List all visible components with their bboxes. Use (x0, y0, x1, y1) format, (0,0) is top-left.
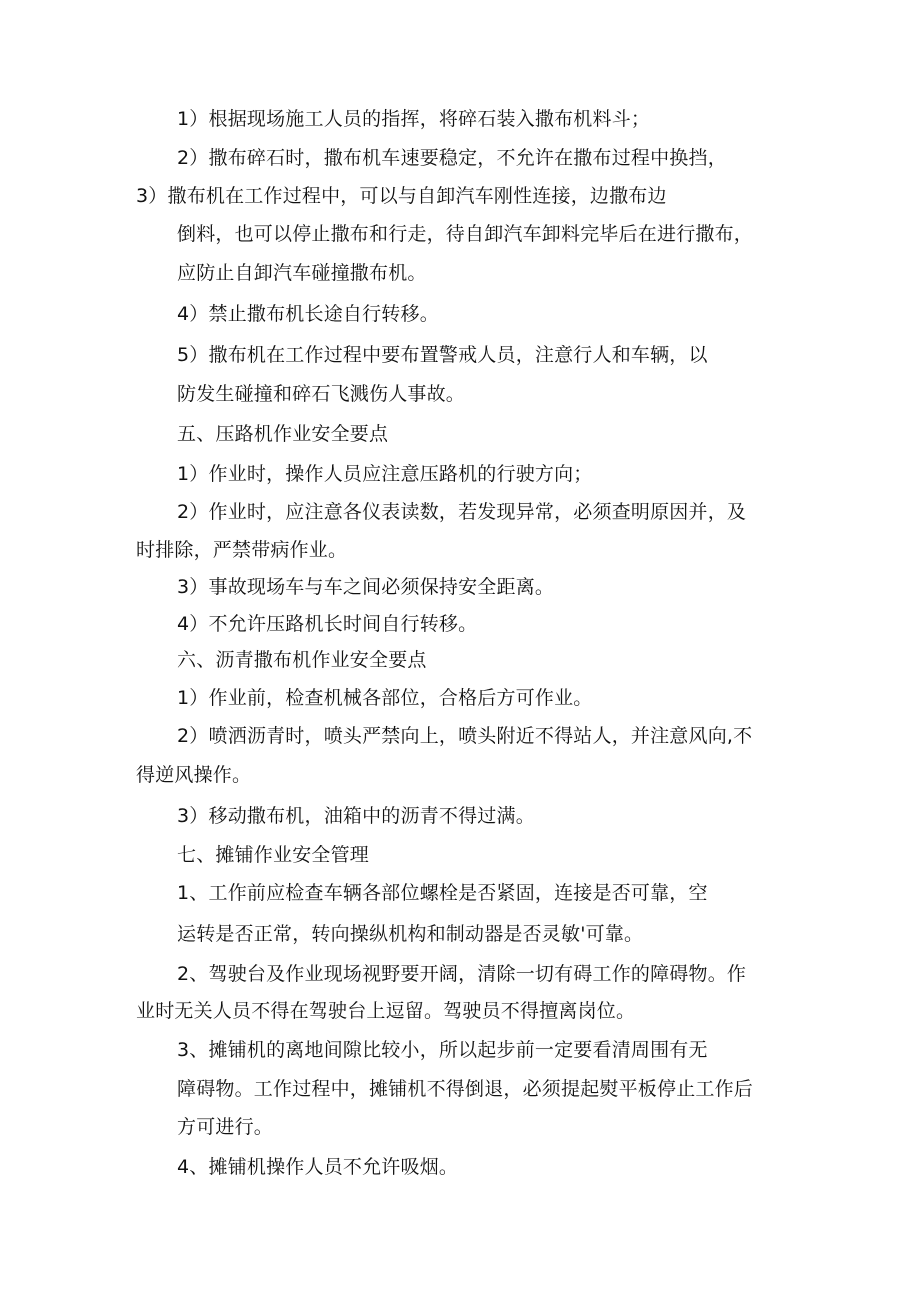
text-line: 3）撒布机在工作过程中，可以与自卸汽车刚性连接，边撒布边 (136, 185, 667, 207)
text-line: 1）作业前，检查机械各部位，合格后方可作业。 (177, 687, 593, 709)
section-heading: 五、压路机作业安全要点 (177, 423, 389, 445)
text-line: 3）移动撒布机，油箱中的沥青不得过满。 (177, 805, 535, 827)
text-line: 得逆风操作。 (136, 764, 252, 786)
text-line: 5）撒布机在工作过程中要布置警戒人员，注意行人和车辆，以 (177, 344, 708, 366)
text-line: 1）作业时，操作人员应注意压路机的行驶方向； (177, 463, 593, 485)
text-line: 业时无关人员不得在驾驶台上逗留。驾驶员不得擅离岗位。 (136, 1000, 636, 1022)
text-line: 时排除，严禁带病作业。 (136, 539, 348, 561)
text-line: 运转是否正常，转向操纵机构和制动器是否灵敏'可靠。 (177, 923, 644, 945)
text-line: 倒料，也可以停止撒布和行走，待自卸汽车卸料完毕后在进行撒布， (177, 223, 754, 245)
text-line: 4、摊铺机操作人员不允许吸烟。 (177, 1156, 459, 1178)
text-line: 4）不允许压路机长时间自行转移。 (177, 613, 478, 635)
text-line: 应防止自卸汽车碰撞撒布机。 (177, 262, 427, 284)
text-line: 方可进行。 (177, 1116, 274, 1138)
text-line: 3）事故现场车与车之间必须保持安全距离。 (177, 576, 555, 598)
text-line: 2、驾驶台及作业现场视野要开阔，清除一切有碍工作的障碍物。作 (177, 963, 747, 985)
text-line: 2）喷洒沥青时，喷头严禁向上，喷头附近不得站人，并注意风向,不 (177, 725, 753, 747)
text-line: 1）根据现场施工人员的指挥，将碎石装入撒布机料斗； (177, 108, 651, 130)
text-line: 4）禁止撒布机长途自行转移。 (177, 303, 439, 325)
text-line: 1、工作前应检查车辆各部位螺栓是否紧固，连接是否可靠，空 (177, 882, 708, 904)
text-line: 2）作业时，应注意各仪表读数，若发现异常，必须查明原因并，及 (177, 501, 747, 523)
section-heading: 七、摊铺作业安全管理 (177, 844, 370, 866)
text-line: 防发生碰撞和碎石飞溅伤人事故。 (177, 383, 466, 405)
section-heading: 六、沥青撒布机作业安全要点 (177, 649, 427, 671)
text-line: 障碍物。工作过程中，摊铺机不得倒退，必须提起熨平板停止工作后 (177, 1078, 754, 1100)
text-line: 3、摊铺机的离地间隙比较小，所以起步前一定要看清周围有无 (177, 1039, 708, 1061)
text-line: 2）撒布碎石时，撒布机车速要稳定，不允许在撒布过程中换挡， (177, 147, 727, 169)
